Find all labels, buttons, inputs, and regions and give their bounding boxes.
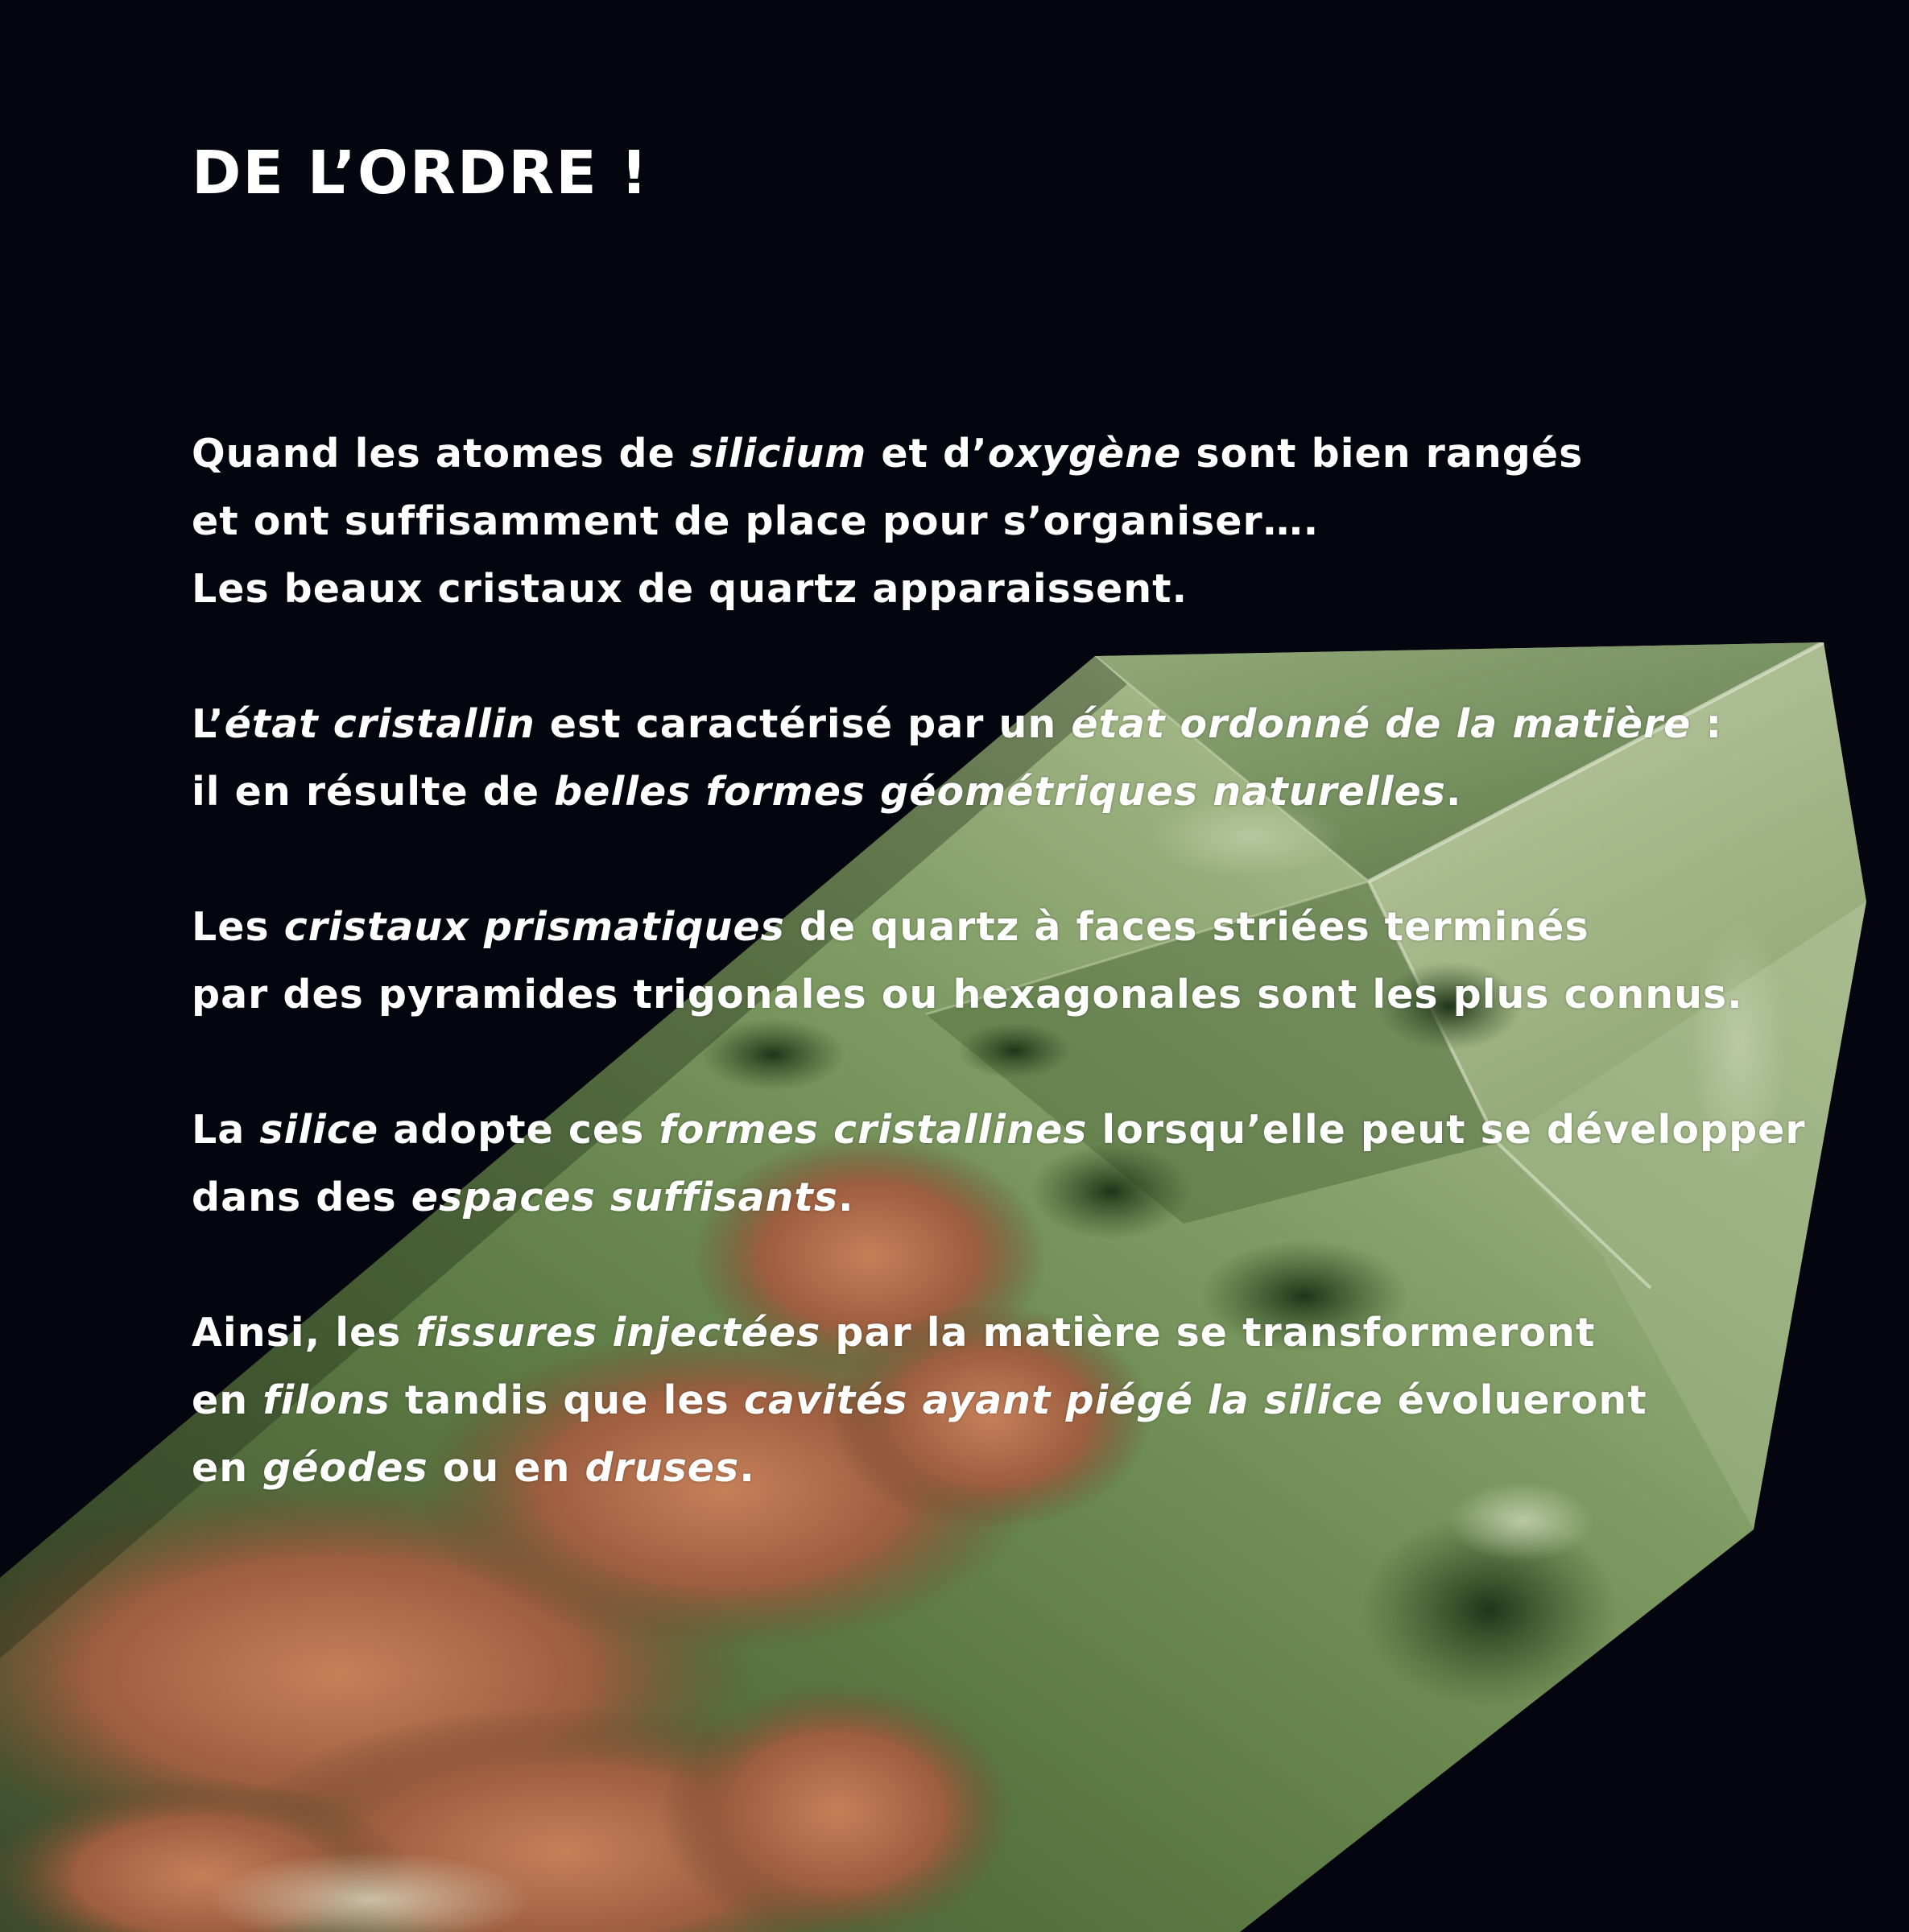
text-span: La xyxy=(192,1107,260,1153)
text-span: en xyxy=(192,1377,263,1423)
text-span: Les beaux cristaux de quartz apparaissent. xyxy=(192,566,1188,612)
text-span: . xyxy=(838,1174,854,1220)
text-line xyxy=(192,1164,1721,1232)
text-span: est caractérisé par un xyxy=(535,701,1072,747)
text-span: par des pyramides trigonales ou hexagonales sont les plus connus. xyxy=(192,972,1743,1018)
text-span: évolueront xyxy=(1382,1377,1647,1423)
italic-term: silice xyxy=(259,1107,379,1153)
text-span: sont bien rangés xyxy=(1181,431,1584,477)
text-span: . xyxy=(1445,769,1462,815)
text-line xyxy=(192,1367,1721,1435)
text-line xyxy=(192,1299,1721,1367)
text-line xyxy=(192,555,1721,623)
italic-term: cristaux prismatiques xyxy=(283,904,785,950)
italic-term: silicium xyxy=(689,431,867,477)
italic-term: oxygène xyxy=(987,431,1182,477)
text-line xyxy=(192,758,1721,826)
paragraph-3 xyxy=(192,894,1743,1029)
text-span: lorsqu’elle peut se développer xyxy=(1087,1107,1806,1153)
text-span: adopte ces xyxy=(378,1107,659,1153)
italic-term: druses xyxy=(585,1445,740,1491)
italic-term: cavités ayant piégé la silice xyxy=(743,1377,1383,1423)
text-span: L’ xyxy=(192,701,225,747)
paragraph-5 xyxy=(192,1299,1721,1502)
text-line xyxy=(192,961,1743,1029)
italic-term: fissures injectées xyxy=(415,1310,821,1356)
text-line xyxy=(192,691,1721,758)
text-span: de quartz à faces striées terminés xyxy=(784,904,1589,950)
text-span: ou en xyxy=(428,1445,585,1491)
text-span: : xyxy=(1691,701,1723,747)
text-span: Quand les atomes de xyxy=(192,431,690,477)
text-span: Ainsi, les xyxy=(192,1310,416,1356)
text-line xyxy=(192,488,1721,555)
italic-term: espaces suffisants xyxy=(411,1174,839,1220)
text-span: et d’ xyxy=(866,431,988,477)
text-span: dans des xyxy=(192,1174,411,1220)
paragraph-1 xyxy=(192,420,1721,623)
text-span: il en résulte de xyxy=(192,769,555,815)
italic-term: formes cristallines xyxy=(659,1107,1088,1153)
text-span: en xyxy=(192,1445,263,1491)
paragraph-2 xyxy=(192,691,1721,826)
text-span: tandis que les xyxy=(390,1377,744,1423)
text-span: par la matière se transformeront xyxy=(820,1310,1596,1356)
text-line xyxy=(192,420,1721,488)
text-line xyxy=(192,894,1721,961)
italic-term: géodes xyxy=(262,1445,428,1491)
italic-term: filons xyxy=(262,1377,390,1423)
italic-term: belles formes géométriques naturelles xyxy=(554,769,1446,815)
page-title: DE L’ORDRE ! xyxy=(192,138,650,208)
text-block xyxy=(192,420,1806,1570)
text-line xyxy=(192,1096,1806,1164)
italic-term: état ordonné de la matière xyxy=(1071,701,1692,747)
text-span: Les xyxy=(192,904,284,950)
text-span: et ont suffisamment de place pour s’organiser…. xyxy=(192,498,1320,544)
text-line xyxy=(192,1435,1721,1502)
paragraph-4 xyxy=(192,1096,1806,1232)
italic-term: état cristallin xyxy=(224,701,535,747)
text-span: . xyxy=(739,1445,755,1491)
